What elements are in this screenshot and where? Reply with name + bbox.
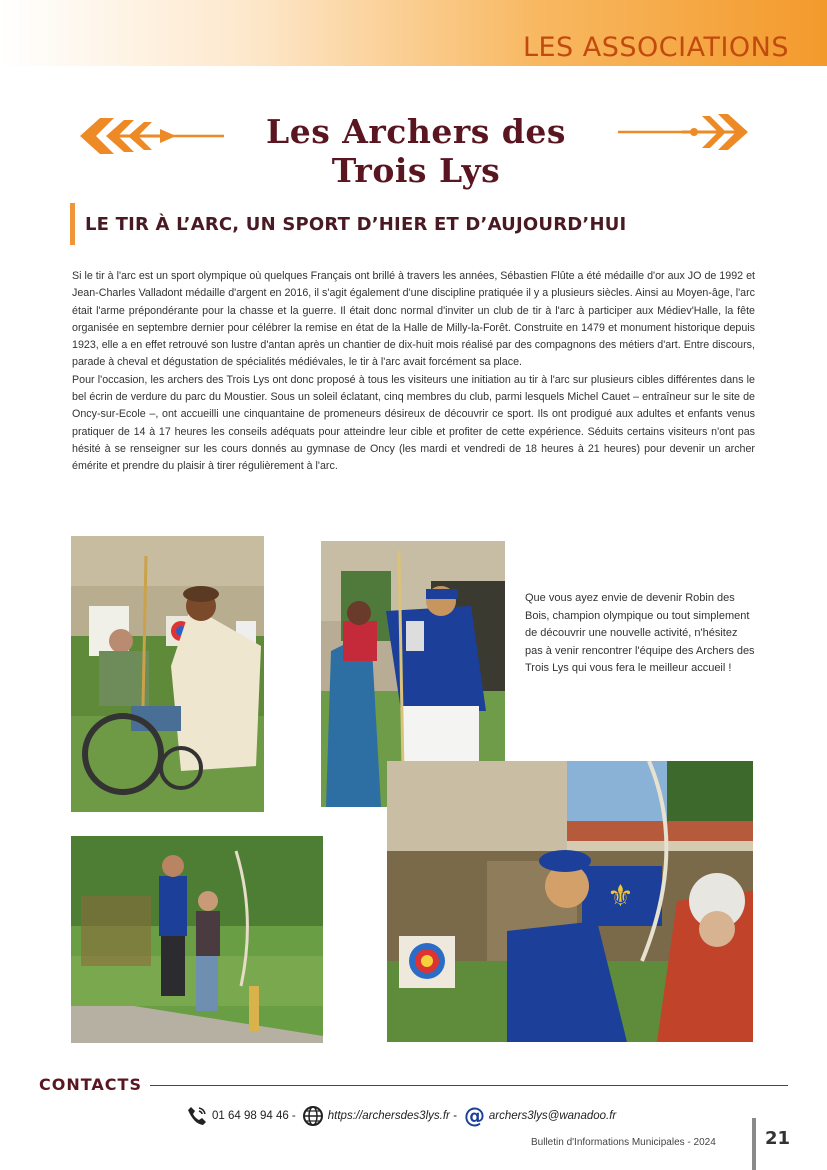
email-link[interactable]: archers3lys@wanadoo.fr [488,1110,617,1122]
paragraph: Si le tir à l'arc est un sport olympique où quelques Français ont brillé à travers les années, Sébastien Flûte a été médaille d'or aux JO de 1992 et Jean-Charles Valladont médaille d'argent en 2016, il s'agit également d'une discipline pratiquée il y a plusieurs siècles. Ainsi au Moyen-âge, l'arc était l'arme prépondérante pour la chasse et la guerre. Il était donc normal d'inviter un club de tir à l'arc à participer aux Médiev'Halle, la fête organisée en septembre dernier pour célébrer la remise en état de la Halle de Milly-la-Forêt. Construite en 1479 et monument historique depuis 1923, elle a en effet retrouvé son lustre d'antan après un chantier de dix-huit mois réalisé par des compagnons des métiers d'art. Entre discours, parade à cheval et dégustation de spécialités médiévales, le tir à l'arc avait forcément sa place. [72,270,755,369]
website-link[interactable]: https://archersdes3lys.fr - [327,1110,457,1122]
photo-child-archer [71,836,323,1043]
publication-name: Bulletin d'Informations Municipales - 2024 [531,1137,716,1148]
phone-number[interactable]: 01 64 98 94 46 - [212,1110,296,1122]
article-title: Les Archers des Trois Lys [266,112,566,190]
contact-info [186,1104,616,1128]
article-title-block [78,108,754,190]
footer-divider [752,1118,756,1170]
page-number: 21 [765,1128,791,1149]
section-label: LES ASSOCIATIONS [522,32,789,63]
section-heading [70,203,626,245]
at-icon [463,1105,485,1127]
svg-text:@: @ [463,1105,485,1127]
globe-icon [302,1105,324,1127]
paragraph: Pour l'occasion, les archers des Trois Lys ont donc proposé à tous les visiteurs une initiation au tir à l'arc sur plusieurs cibles différentes dans le bel écrin de verdure du parc du Moustier. Sous un soleil éclatant, cinq membres du club, parmi lesquels Michel Cauet – entraîneur sur le site de Oncy-sur-Ecole –, ont accueilli une cinquantaine de promeneurs désireux de découvrir ce sport. Ils ont prodigué aux adultes et enfants venus pratiquer de 14 à 17 heures les conseils adéquats pour atteindre leur cible et profiter de cette expérience. Séduits certains visiteurs n'ont pas hésité à se renseigner sur les cours donnés au gymnase de Oncy (les mardi et vendredi de 18 heures à 21 heures) pour devenir un archer émérite et prendre du plaisir à tirer régulièrement à l'arc. [72,373,755,473]
photo-wheelchair-archer [71,536,264,812]
phone-icon [186,1105,208,1127]
section-heading-text: LE TIR À L’ARC, UN SPORT D’HIER ET D’AUJOURD’HUI [85,213,627,235]
svg-text:⚜: ⚜ [607,879,634,914]
contacts-divider [150,1085,788,1086]
photo-target-archer [387,761,753,1042]
contacts-heading: CONTACTS [39,1075,142,1094]
article-body [72,268,755,476]
aside-text: Que vous ayez envie de devenir Robin des Bois, champion olympique ou tout simplement de découvrir une nouvelle activité, n'hésitez pas à venir rencontrer l'équipe des Archers des Trois Lys qui vous fera le meilleur accueil ! [525,592,755,675]
